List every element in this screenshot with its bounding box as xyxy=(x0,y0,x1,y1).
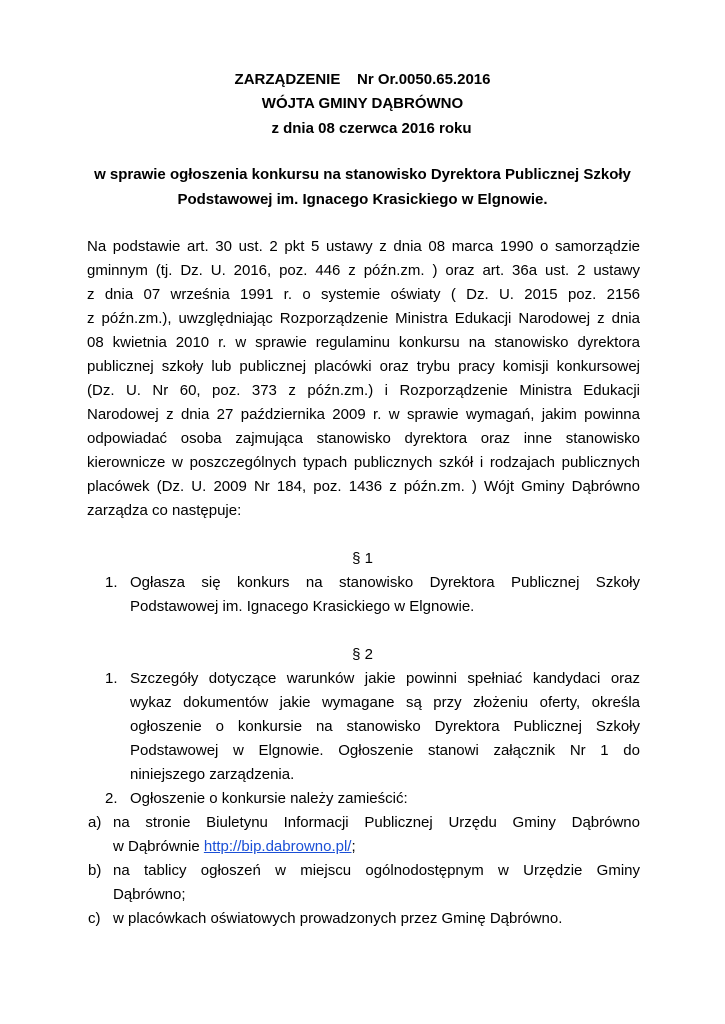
list-letter-a: a) xyxy=(88,814,102,831)
list-item-c-line: w placówkach oświatowych prowadzonych przez Gminę Dąbrówno. xyxy=(113,910,563,927)
section-2-item-2-text: Ogłoszenie o konkursie należy zamieścić: xyxy=(130,790,408,807)
preamble-line: zarządza co następuje: xyxy=(87,502,242,519)
section-1-item-1-number: 1. xyxy=(105,574,118,591)
preamble-line: gminnym (tj. Dz. U. 2016, poz. 446 z późn.zm. ) oraz art. 36a ust. 2 ustawy xyxy=(87,262,640,279)
preamble-line: placówek (Dz. U. 2009 Nr 184, poz. 1436 z późn.zm. ) Wójt Gminy Dąbrówno xyxy=(87,478,640,495)
section-1-mark: § 1 xyxy=(352,550,373,567)
preamble-line: odpowiadać osoba zajmująca stanowisko dyrektora oraz inne stanowisko xyxy=(87,430,640,447)
bip-link[interactable]: http://bip.dabrowno.pl/ xyxy=(203,838,352,855)
list-item-a-line-2 xyxy=(113,837,640,857)
list-item-b-line-2: Dąbrówno; xyxy=(113,886,186,903)
list-item-a-prefix: w Dąbrównie xyxy=(113,838,204,855)
section-2-item-1-line: ogłoszenie o konkursie na stanowisko Dyrektora Publicznej Szkoły xyxy=(130,718,640,735)
preamble-line: 08 kwietnia 2010 r. w sprawie regulaminu konkursu na stanowisko dyrektora xyxy=(87,334,640,351)
section-2-item-1-number: 1. xyxy=(105,670,118,687)
section-1-item-1-line: Podstawowej im. Ignacego Krasickiego w Elgnowie. xyxy=(130,598,475,615)
ordinance-date: z dnia 08 czerwca 2016 roku xyxy=(271,120,472,137)
preamble-line: kierownicze w poszczególnych typach publicznych szkół i rodzajach publicznych xyxy=(87,454,640,471)
preamble-line: (Dz. U. Nr 60, poz. 373 z późn.zm.) i Rozporządzenie Ministra Edukacji xyxy=(87,382,640,399)
section-2-item-1-line: Szczegóły dotyczące warunków jakie powinni spełniać kandydaci oraz xyxy=(130,670,640,687)
subject-line-1: w sprawie ogłoszenia konkursu na stanowisko Dyrektora Publicznej Szkoły xyxy=(94,166,631,183)
subject-line-2: Podstawowej im. Ignacego Krasickiego w Elgnowie. xyxy=(177,191,548,208)
preamble-line: Narodowej z dnia 27 października 2009 r. w sprawie wymagań, jakim powinna xyxy=(87,406,640,423)
preamble-line: z późn.zm.), uwzględniając Rozporządzenie Ministra Edukacji Narodowej z dnia xyxy=(87,310,640,327)
list-letter-c: c) xyxy=(88,910,101,927)
section-2-item-1-line: wykaz dokumentów jakie wymagane są przy złożeniu oferty, określa xyxy=(130,694,640,711)
section-2-item-2-number: 2. xyxy=(105,790,118,807)
issuer-title: WÓJTA GMINY DĄBRÓWNO xyxy=(261,95,464,112)
section-2-mark: § 2 xyxy=(352,646,373,663)
section-2-item-1-line: niniejszego zarządzenia. xyxy=(130,766,295,783)
list-item-a-line: na stronie Biuletynu Informacji Publicznej Urzędu Gminy Dąbrówno xyxy=(113,814,640,831)
list-item-b-line: na tablicy ogłoszeń w miejscu ogólnodostępnym w Urzędzie Gminy xyxy=(113,862,640,879)
preamble-line: Na podstawie art. 30 ust. 2 pkt 5 ustawy z dnia 08 marca 1990 o samorządzie xyxy=(87,238,640,255)
section-1-item-1-line: Ogłasza się konkurs na stanowisko Dyrektora Publicznej Szkoły xyxy=(130,574,640,591)
list-letter-b: b) xyxy=(88,862,102,879)
section-2-item-1-line: Podstawowej w Elgnowie. Ogłoszenie stanowi załącznik Nr 1 do xyxy=(130,742,640,759)
list-item-a-suffix: ; xyxy=(351,838,356,855)
preamble-line: publicznej szkoły lub publicznej placówki oraz trybu pracy komisji konkursowej xyxy=(87,358,640,375)
ordinance-title: ZARZĄDZENIE Nr Or.0050.65.2016 xyxy=(234,71,491,88)
preamble-line: z dnia 07 września 1991 r. o systemie oświaty ( Dz. U. 2015 poz. 2156 xyxy=(87,286,640,303)
